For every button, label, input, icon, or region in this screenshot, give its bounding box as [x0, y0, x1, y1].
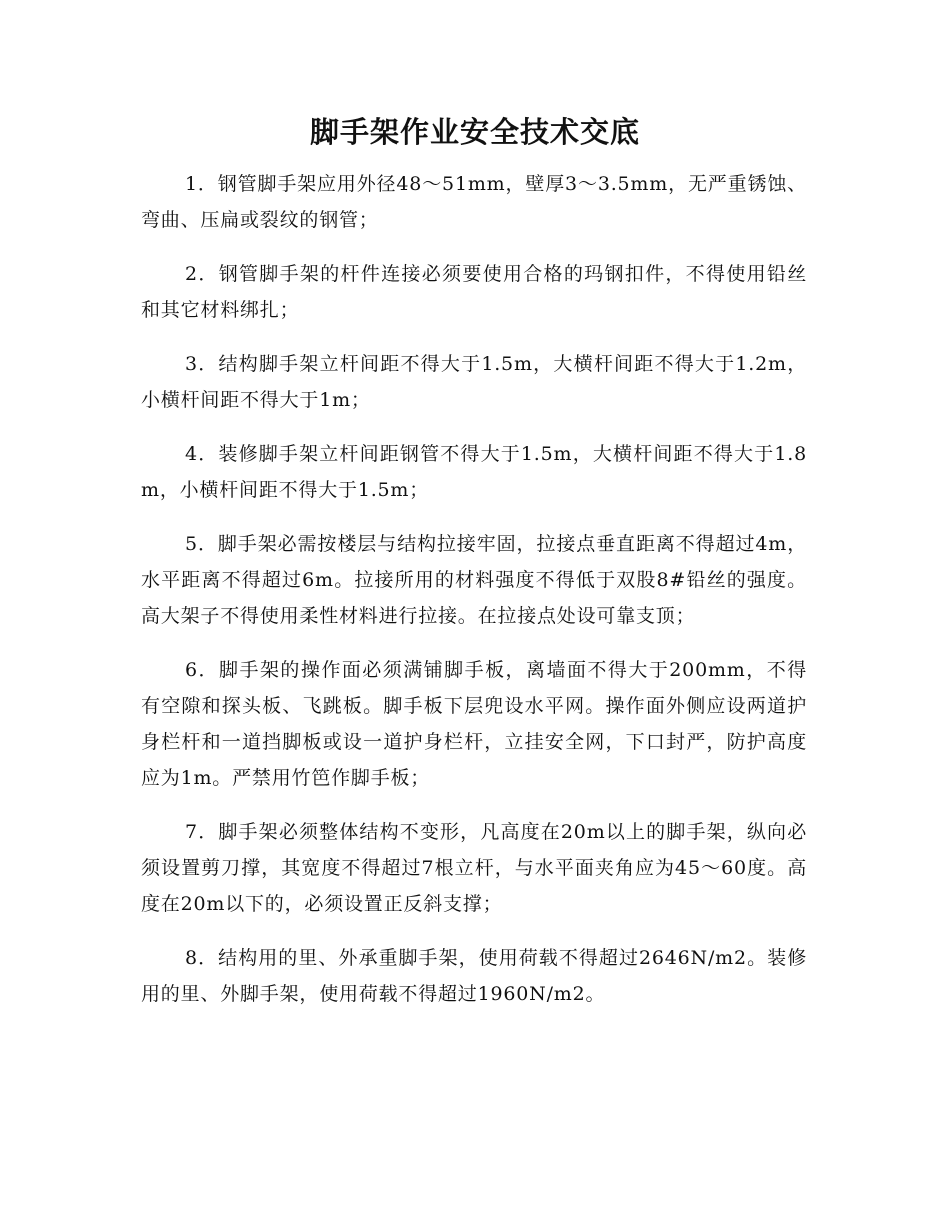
- paragraph-7: 7．脚手架必须整体结构不变形，凡高度在20m以上的脚手架，纵向必须设置剪刀撑，其宽度不得超过7根立杆，与水平面夹角应为45～60度。高度在20m以下的，必须设置正反斜支撑；: [141, 821, 807, 915]
- paragraph-6: 6．脚手架的操作面必须满铺脚手板，离墙面不得大于200mm，不得有空隙和探头板、飞跳板。脚手板下层兜设水平网。操作面外侧应设两道护身栏杆和一道挡脚板或设一道护身栏杆，立挂安全网，下口封严，防护高度应为1m。严禁用竹笆作脚手板；: [141, 659, 807, 789]
- document-body: [141, 166, 807, 1030]
- paragraph-1: 1．钢管脚手架应用外径48～51mm，壁厚3～3.5mm，无严重锈蚀、弯曲、压扁或裂纹的钢管；: [141, 173, 807, 231]
- paragraph-3: 3．结构脚手架立杆间距不得大于1.5m，大横杆间距不得大于1.2m，小横杆间距不得大于1m；: [141, 353, 807, 411]
- document-title: 脚手架作业安全技术交底: [309, 115, 640, 149]
- paragraph-5: 5．脚手架必需按楼层与结构拉接牢固，拉接点垂直距离不得超过4m，水平距离不得超过6m。拉接所用的材料强度不得低于双股8#铅丝的强度。高大架子不得使用柔性材料进行拉接。在拉接点处设可靠支顶；: [141, 533, 807, 627]
- paragraph-4: 4．装修脚手架立杆间距钢管不得大于1.5m，大横杆间距不得大于1.8m，小横杆间距不得大于1.5m；: [141, 443, 807, 501]
- paragraph-2: 2．钢管脚手架的杆件连接必须要使用合格的玛钢扣件，不得使用铅丝和其它材料绑扎；: [141, 263, 807, 321]
- paragraph-8: 8．结构用的里、外承重脚手架，使用荷载不得超过2646N/m2。装修用的里、外脚手架，使用荷载不得超过1960N/m2。: [141, 947, 807, 1005]
